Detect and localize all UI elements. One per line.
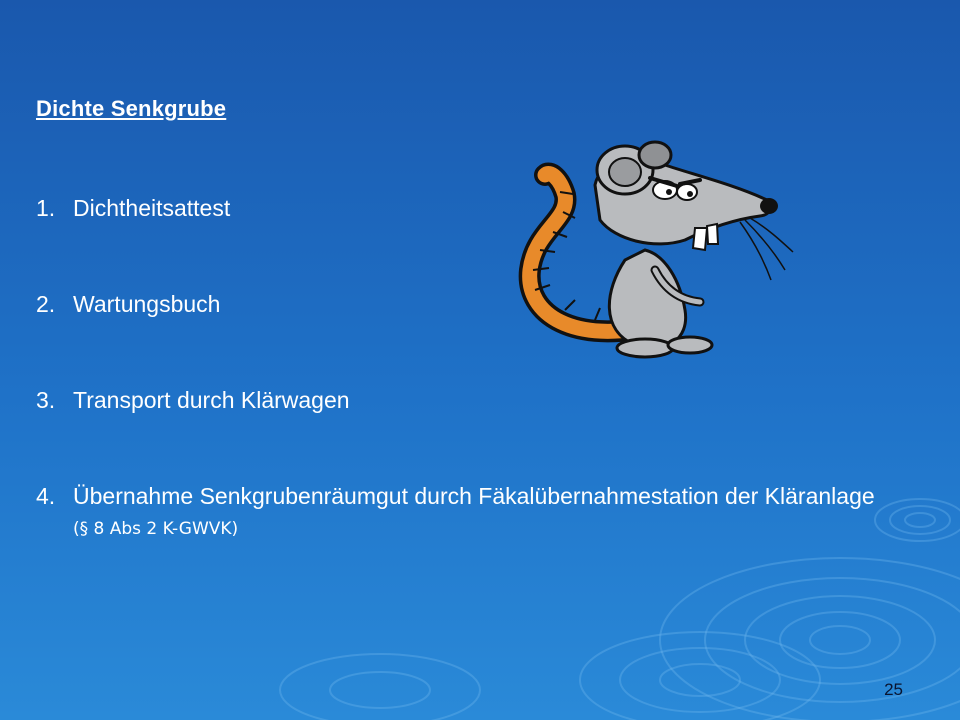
list-item bbox=[36, 289, 220, 319]
list-item-number: 4. bbox=[36, 483, 56, 509]
list-item bbox=[36, 481, 896, 544]
legal-reference: (§ 8 Abs 2 K-GWVK) bbox=[73, 519, 239, 539]
list-item-text: Transport durch Klärwagen bbox=[73, 387, 350, 413]
page-number: 25 bbox=[884, 680, 903, 699]
list-item bbox=[36, 193, 230, 223]
list-item-text: Dichtheitsattest bbox=[73, 195, 231, 221]
list-item-text: Übernahme Senkgrubenräumgut durch Fäkalübernahmestation der Kläranlage bbox=[73, 483, 875, 509]
list-item-number: 3. bbox=[36, 387, 56, 413]
rat-cartoon-icon bbox=[505, 140, 795, 365]
list-item-number: 1. bbox=[36, 195, 56, 221]
slide-title: Dichte Senkgrube bbox=[36, 96, 227, 121]
list-item-text: Wartungsbuch bbox=[73, 291, 221, 317]
list-item-number: 2. bbox=[36, 291, 56, 317]
list-item bbox=[36, 385, 350, 415]
list-item-body bbox=[73, 481, 896, 544]
